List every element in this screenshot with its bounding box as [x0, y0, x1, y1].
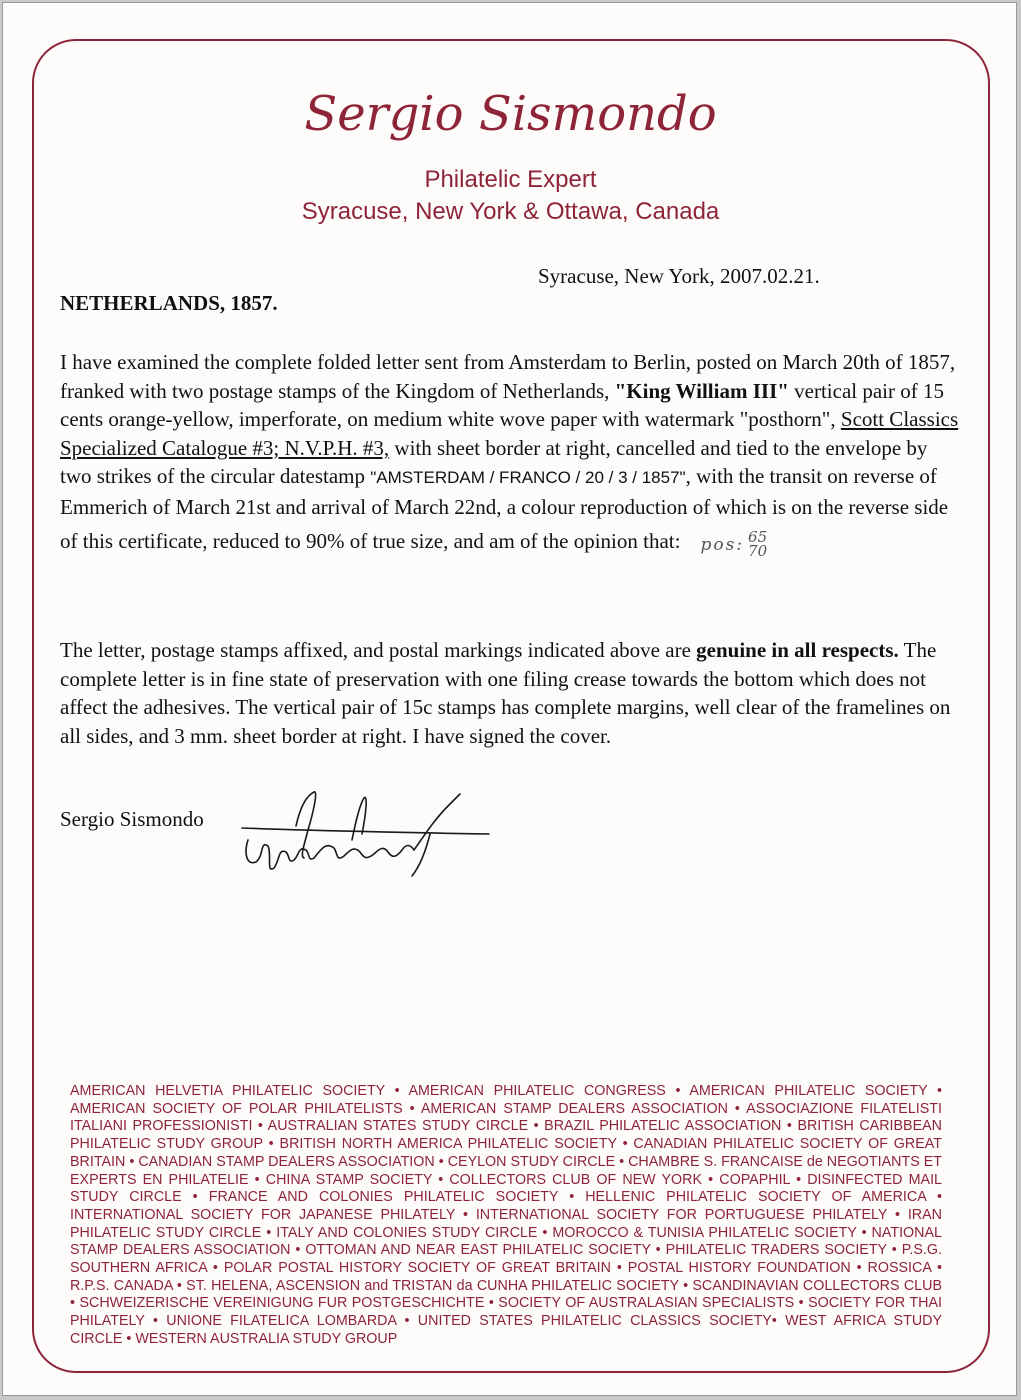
examination-paragraph — [60, 348, 960, 560]
p1-text-3: with sheet border at right, cancelled and tied to the envelope by two strikes of the circular datestamp — [60, 435, 928, 489]
p1-text-1: I have examined the complete folded letter sent from Amsterdam to Berlin, posted on March 20th of 1857, franked with two postage stamps of the Kingdom of Netherlands, — [60, 350, 956, 403]
pencil-note: pos: — [700, 534, 745, 555]
pencil-number-1: 65 — [748, 527, 768, 546]
letterhead-title: Philatelic Expert — [424, 166, 597, 193]
opinion-paragraph — [60, 636, 960, 750]
p1-text-2: vertical pair of 15 cents orange-yellow, imperforate, on medium white wove paper with watermark "posthorn", — [60, 378, 945, 432]
member-societies-list: AMERICAN HELVETIA PHILATELIC SOCIETY • AMERICAN PHILATELIC CONGRESS • AMERICAN PHILATELIC SOCIETY • AMERICAN SOCIETY OF POLAR PHILATELISTS • AMERICAN STAMP DEALERS ASSOCIATION • ASSOCIAZIONE FILATELISTI ITALIANI PROFESSIONISTI • AUSTRALIAN STATES STUDY CIRCLE • BRAZIL PHILATELIC ASSOCIATION • BRITISH CARIBBEAN PHILATELIC STUDY GROUP • BRITISH NORTH AMERICA PHILATELIC SOCIETY • CANADIAN PHILATELIC SOCIETY OF GREAT BRITAIN • CANADIAN STAMP DEALERS ASSOCIATION • CEYLON STUDY CIRCLE • CHAMBRE S. FRANCAISE de NEGOTIANTS ET EXPERTS EN PHILATELIE • CHINA STAMP SOCIETY • COLLECTORS CLUB OF NEW YORK • COPAPHIL • DISINFECTED MAIL STUDY CIRCLE • FRANCE AND COLONIES PHILATELIC SOCIETY • HELLENIC PHILATELIC SOCIETY OF AMERICA • INTERNATIONAL SOCIETY FOR JAPANESE PHILATELY • INTERNATIONAL SOCIETY FOR PORTUGUESE PHILATELY • IRAN PHILATELIC STUDY CIRCLE • ITALY AND COLONIES STUDY CIRCLE • MOROCCO & TUNISIA PHILATELIC SOCIETY • NATIONAL STAMP DEALERS ASSOCIATION • OTTOMAN AND NEAR EAST PHILATELIC SOCIETY • PHILATELIC TRADERS SOCIETY • P.S.G. SOUTHERN AFRICA • POLAR POSTAL HISTORY SOCIETY OF GREAT BRITAIN • POSTAL HISTORY FOUNDATION • ROSSICA • R.P.S. CANADA • ST. HELENA, ASCENSION and TRISTAN da CUNHA PHILATELIC SOCIETY • SCANDINAVIAN COLLECTORS CLUB • SCHWEIZERISCHE VEREINIGUNG FUR POSTGESCHICHTE • SOCIETY OF AUSTRALASIAN SPECIALISTS • SOCIETY FOR THAI PHILATELY • UNIONE FILATELICA LOMBARDA • UNITED STATES PHILATELIC CLASSICS SOCIETY• WEST AFRICA STUDY CIRCLE • WESTERN AUSTRALIA STUDY GROUP — [70, 1083, 942, 1347]
genuine-statement: genuine in all respects. — [696, 638, 899, 662]
stamp-name: "King William III" — [614, 378, 789, 403]
certificate-subject: NETHERLANDS, 1857. — [60, 291, 278, 315]
handwritten-signature — [234, 790, 496, 880]
p2-text-2: The complete letter is in fine state of preservation with one filing crease towards the bottom which does not affect the adhesives. The vertical pair of 15c stamps has complete margins, well clear of the framelines on all sides, and 3 mm. sheet border at right. I have signed the cover. — [60, 638, 951, 748]
letterhead-locations: Syracuse, New York & Ottawa, Canada — [301, 198, 720, 225]
postmark-text: "AMSTERDAM / FRANCO / 20 / 3 / 1857" — [370, 468, 686, 488]
catalogue-reference: Scott Classics Specialized Catalogue #3; N.V.P.H. #3, — [60, 407, 959, 460]
signer-name: Sergio Sismondo — [60, 807, 204, 831]
pencil-numbers — [748, 527, 768, 560]
dateline: Syracuse, New York, 2007.02.21. — [538, 264, 820, 288]
p1-text-4: , with the transit on reverse of Emmerich of March 21st and arrival of March 22nd, a colour reproduction of which is on the reverse side of this certificate, reduced to 90% of true size, and am of the opinion that: — [60, 464, 949, 553]
letterhead-name: Sergio Sismondo — [304, 86, 717, 142]
pencil-number-2: 70 — [748, 541, 768, 560]
p2-text-1: The letter, postage stamps affixed, and postal markings indicated above are — [60, 638, 697, 662]
